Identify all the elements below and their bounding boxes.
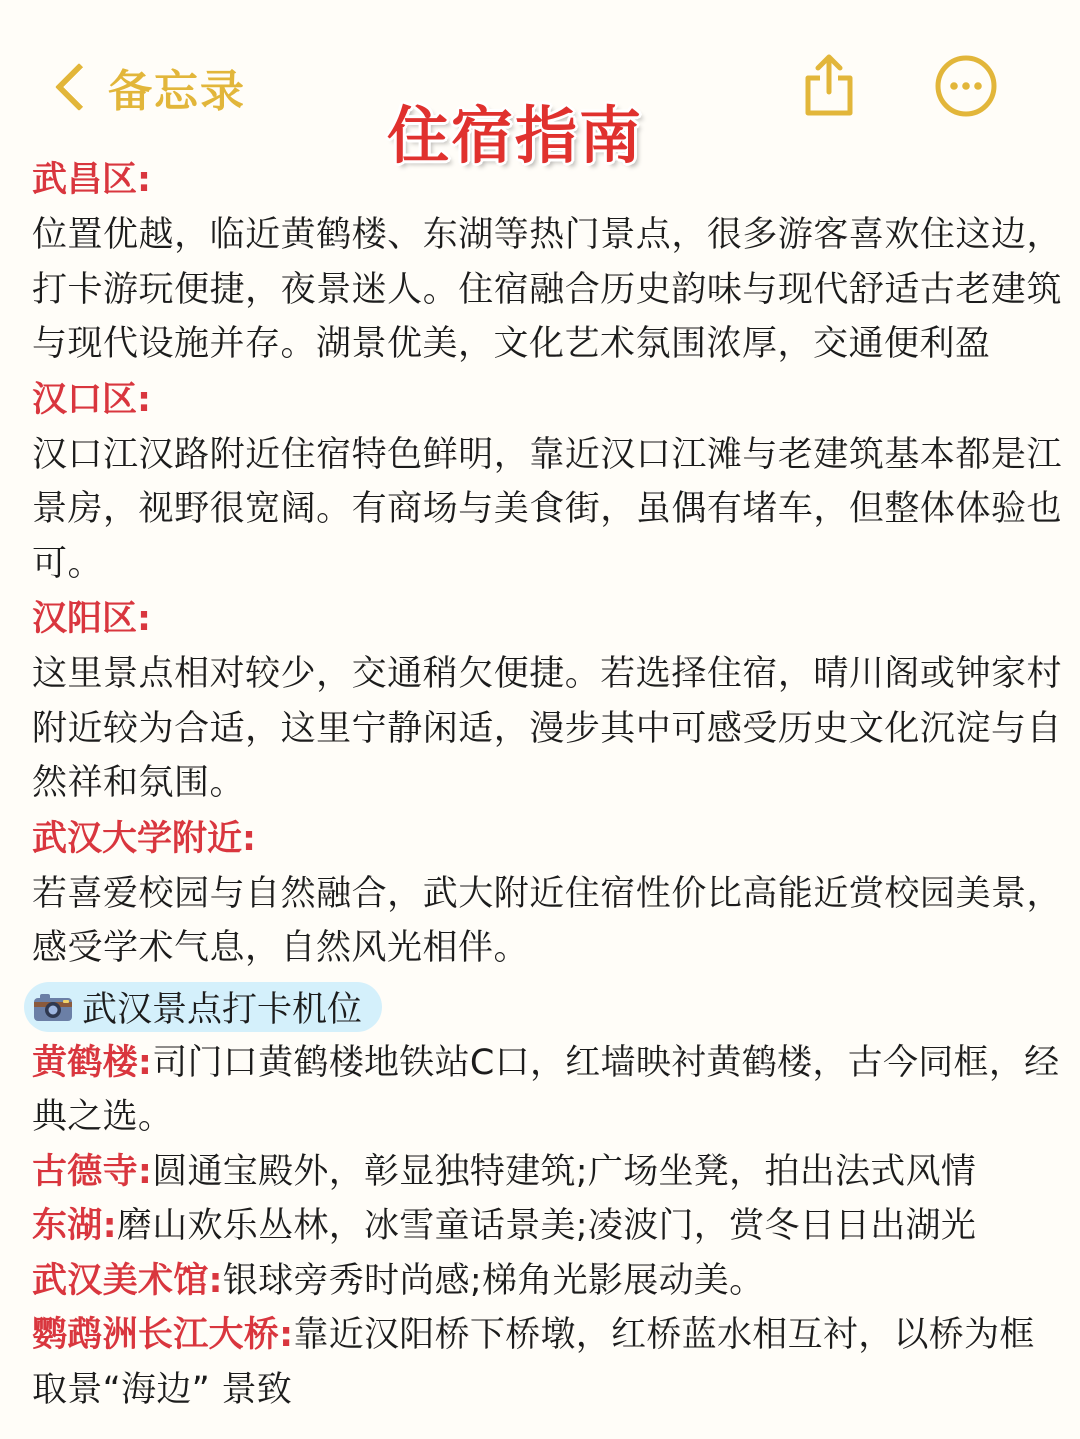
spot-description: 银球旁秀时尚感;梯角光影展动美。 — [222, 1260, 765, 1301]
more-options-icon[interactable] — [934, 54, 998, 118]
spot-description: 磨山欢乐丛林，冰雪童话景美;凌波门，赏冬日日出湖光 — [116, 1206, 977, 1246]
spots-section-banner — [24, 982, 382, 1032]
navigation-bar — [0, 0, 1080, 172]
district-section — [32, 372, 1062, 592]
spot-item — [32, 1254, 1062, 1309]
spots-section-title: 武汉景点打卡机位 — [82, 989, 363, 1030]
back-button[interactable] — [50, 52, 246, 122]
spot-item — [32, 1199, 1062, 1254]
spot-name: 东湖: — [32, 1206, 117, 1246]
spot-description: 圆通宝殿外，彰显独特建筑;广场坐凳，拍出法式风情 — [152, 1151, 977, 1192]
spot-name: 鹦鹉洲长江大桥: — [32, 1315, 294, 1355]
district-description: 位置优越，临近黄鹤楼、东湖等热门景点，很多游客喜欢住这边，打卡游玩便捷，夜景迷人。住宿融合历史韵味与现代舒适古老建筑与现代设施并存。湖景优美，文化艺术氛围浓厚，交通便利盈 — [32, 215, 1062, 364]
district-heading: 武昌区: — [32, 160, 151, 200]
spot-description: 靠近汉阳桥下桥墩，红桥蓝水相互衬，以桥为框取景“海边” 景致 — [32, 1315, 1035, 1410]
chevron-left-icon — [55, 63, 103, 111]
spot-name: 黄鹤楼: — [32, 1042, 153, 1083]
district-description: 这里景点相对较少，交通稍欠便捷。若选择住宿，晴川阁或钟家村附近较为合适，这里宁静闲适，漫步其中可感受历史文化沉淀与自然祥和氛围。 — [32, 654, 1062, 803]
camera-icon — [32, 991, 74, 1023]
note-body — [32, 152, 1062, 1417]
spot-item — [32, 1308, 1062, 1417]
district-heading: 汉阳区: — [32, 599, 151, 639]
share-icon[interactable] — [798, 52, 860, 118]
spot-name: 武汉美术馆: — [32, 1260, 223, 1301]
district-heading: 武汉大学附近: — [32, 818, 256, 859]
note-title: 住宿指南 — [386, 99, 643, 172]
district-section — [32, 152, 1062, 372]
district-section — [32, 811, 1062, 976]
district-description: 若喜爱校园与自然融合，武大附近住宿性价比高能近赏校园美景，感受学术气息，自然风光相伴。 — [32, 873, 1062, 968]
spot-item — [32, 1145, 1062, 1200]
district-description: 汉口江汉路附近住宿特色鲜明，靠近汉口江滩与老建筑基本都是江景房，视野很宽阔。有商场与美食街，虽偶有堵车，但整体体验也可。 — [32, 434, 1062, 584]
spot-name: 古德寺: — [32, 1151, 153, 1192]
district-section — [32, 591, 1062, 811]
spot-item — [32, 1036, 1062, 1145]
district-heading: 汉口区: — [32, 379, 151, 420]
back-label: 备忘录 — [108, 66, 246, 117]
spot-description: 司门口黄鹤楼地铁站C口，红墙映衬黄鹤楼，古今同框，经典之选。 — [32, 1042, 1060, 1137]
